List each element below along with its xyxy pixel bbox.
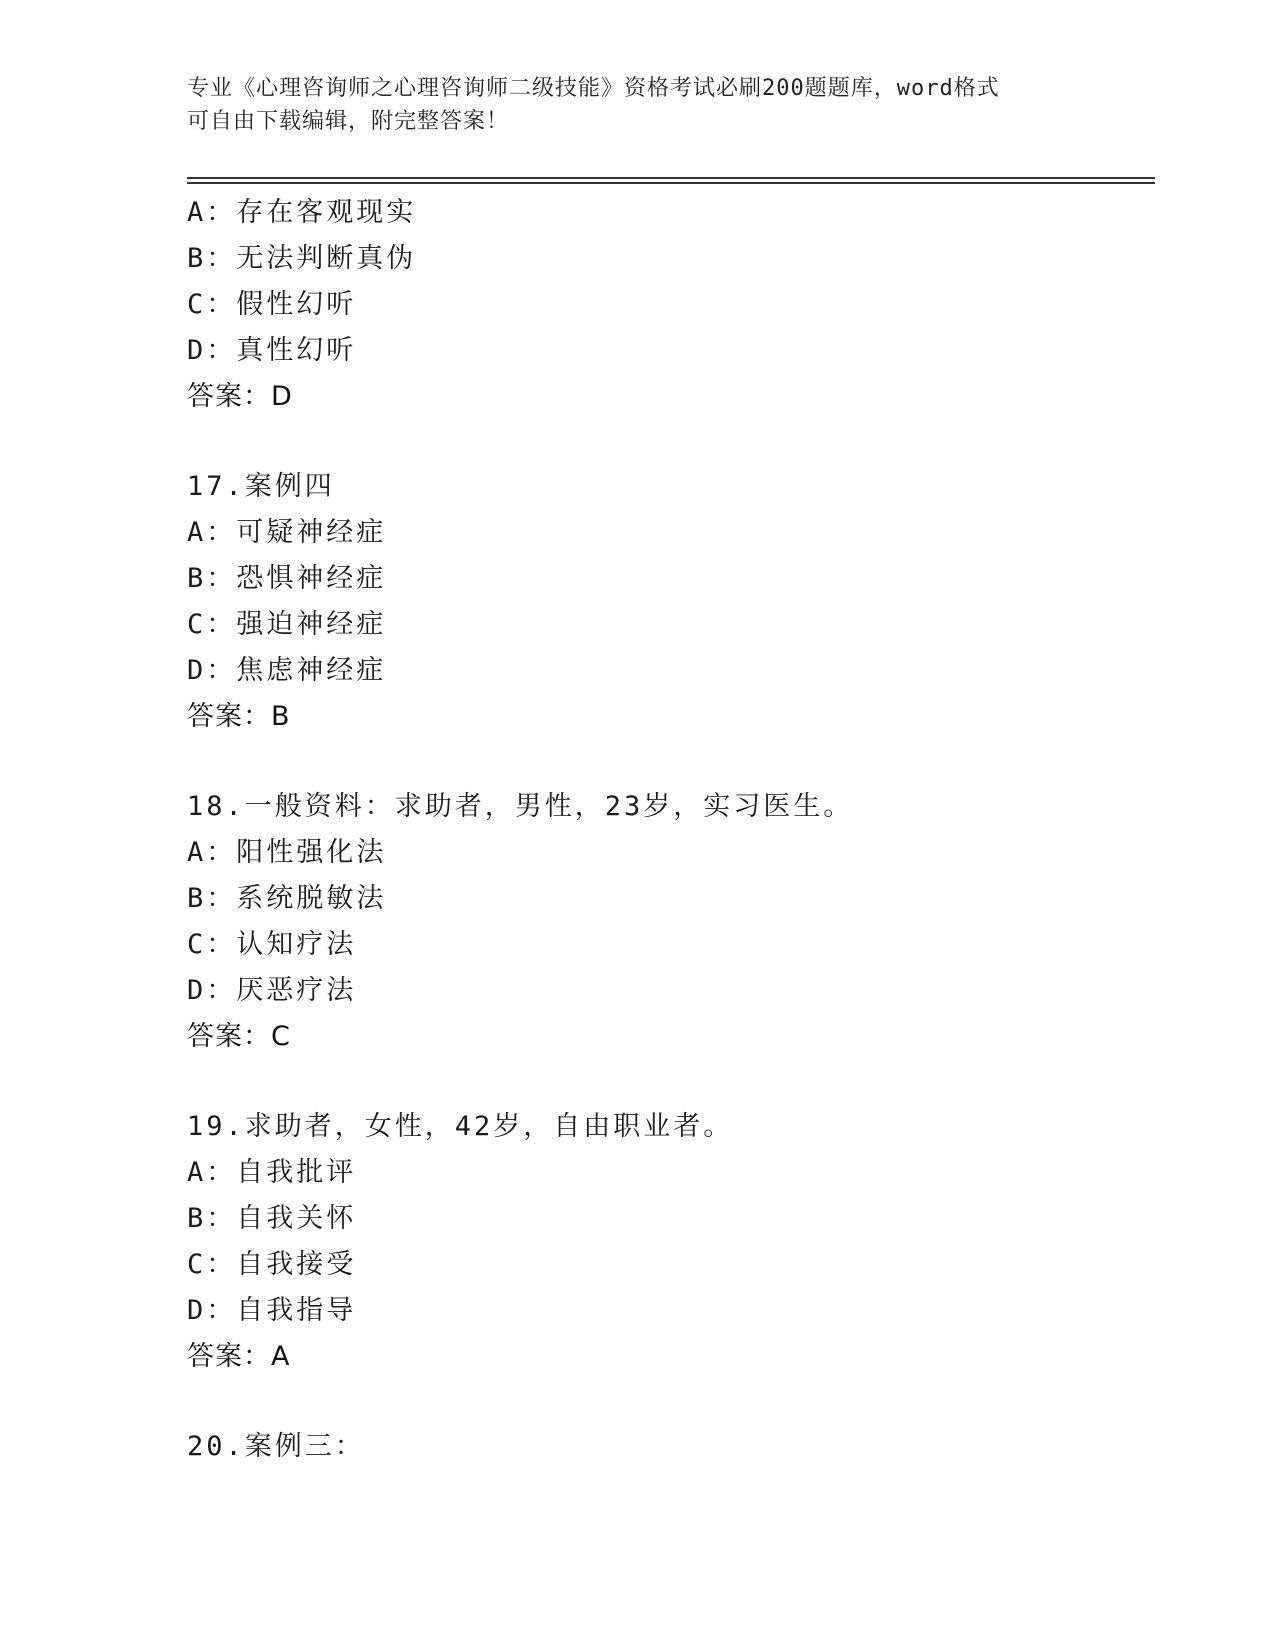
header-divider-bottom <box>187 182 1155 184</box>
option-d: D：厌恶疗法 <box>187 975 357 1006</box>
option-a: A：存在客观现实 <box>187 197 417 228</box>
option-a: A：阳性强化法 <box>187 837 387 868</box>
question-title: 20.案例三： <box>187 1431 365 1462</box>
answer-line: 答案：C <box>187 1021 291 1052</box>
option-c: C：假性幻听 <box>187 289 357 320</box>
option-c: C：认知疗法 <box>187 929 357 960</box>
question-title: 18.一般资料：求助者，男性，23岁，实习医生。 <box>187 791 854 822</box>
header-divider-top <box>187 177 1155 179</box>
option-b: B：系统脱敏法 <box>187 883 387 914</box>
option-a: A：可疑神经症 <box>187 517 387 548</box>
question-title: 17.案例四 <box>187 471 335 502</box>
document-header <box>187 72 1087 138</box>
question-list <box>187 190 1147 1470</box>
option-c: C：强迫神经症 <box>187 609 387 640</box>
question-title: 19.求助者，女性，42岁，自由职业者。 <box>187 1111 734 1142</box>
option-b: B：恐惧神经症 <box>187 563 387 594</box>
question-19 <box>187 1104 1147 1380</box>
question-17 <box>187 464 1147 740</box>
option-d: D：自我指导 <box>187 1295 357 1326</box>
option-d: D：真性幻听 <box>187 335 357 366</box>
answer-line: 答案：A <box>187 1341 291 1372</box>
question-20 <box>187 1424 1147 1470</box>
option-b: B：无法判断真伪 <box>187 243 417 274</box>
header-title-line-2: 可自由下载编辑，附完整答案！ <box>187 109 510 134</box>
question-18 <box>187 784 1147 1060</box>
header-title-line-1: 专业《心理咨询师之心理咨询师二级技能》资格考试必刷200题题库，word格式 <box>187 76 1000 101</box>
answer-line: 答案：B <box>187 701 291 732</box>
option-c: C：自我接受 <box>187 1249 357 1280</box>
answer-line: 答案：D <box>187 381 293 412</box>
option-a: A：自我批评 <box>187 1157 357 1188</box>
option-b: B：自我关怀 <box>187 1203 357 1234</box>
question-16 <box>187 190 1147 420</box>
option-d: D：焦虑神经症 <box>187 655 387 686</box>
